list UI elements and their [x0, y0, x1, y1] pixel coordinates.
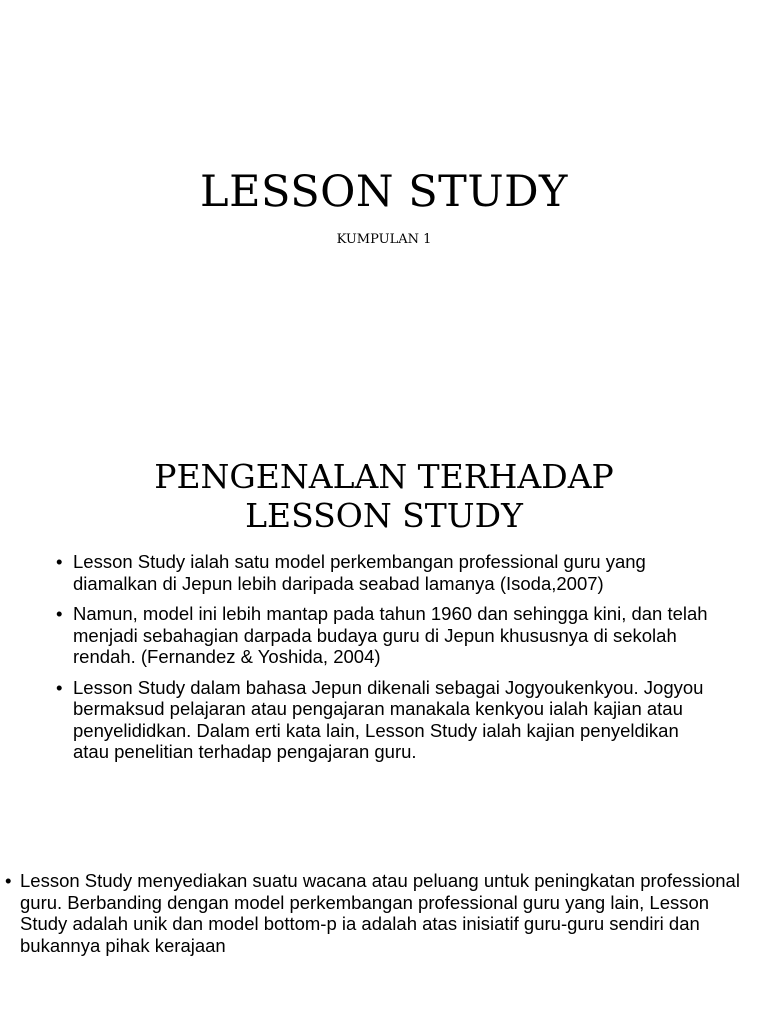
- presentation-subtitle: KUMPULAN 1: [336, 232, 432, 247]
- bullet-text: Lesson Study ialah satu model perkembangan professional guru yang diamalkan di Jepun lebih daripada seabad lamanya (Isoda,2007): [73, 551, 646, 594]
- slide-heading: PENGENALAN TERHADAP LESSON STUDY: [154, 457, 614, 535]
- presentation-title: LESSON STUDY: [200, 167, 568, 217]
- bullet-text: Lesson Study dalam bahasa Jepun dikenali sebagai Jogyoukenkyou. Jogyou bermaksud pelajaran atau pengajaran manakala kenkyou ialah kajian atau penyelididkan. Dalam erti kata lain, Lesson Study ialah kajian penyeldikan atau penelitian terhadap pengajaran guru.: [73, 676, 704, 762]
- bullet-item: [56, 603, 716, 668]
- bullet-text: Lesson Study menyediakan suatu wacana atau peluang untuk peningkatan professional guru. Berbanding dengan model perkembangan professional guru yang lain, Lesson Study adalah unik dan model bottom-p ia adalah atas inisiatif guru-guru sendiri dan bukannya pihak kerajaan: [20, 870, 740, 956]
- bullet-item: [56, 551, 716, 594]
- bullet-icon: •: [5, 870, 12, 891]
- title-slide: [0, 0, 768, 300]
- bullet-text: Namun, model ini lebih mantap pada tahun 1960 dan sehingga kini, dan telah menjadi sebahagian darpada budaya guru di Jepun khususnya di sekolah rendah. (Fernandez & Yoshida, 2004): [73, 603, 708, 667]
- bullet-list: [56, 551, 716, 772]
- content-slide: [0, 820, 768, 1024]
- bullet-list: [5, 870, 745, 956]
- bullet-item: [56, 677, 716, 763]
- introduction-slide: [0, 300, 768, 820]
- bullet-item: [5, 870, 745, 956]
- bullet-icon: •: [56, 603, 63, 624]
- bullet-icon: •: [56, 676, 63, 698]
- bullet-icon: •: [56, 551, 63, 572]
